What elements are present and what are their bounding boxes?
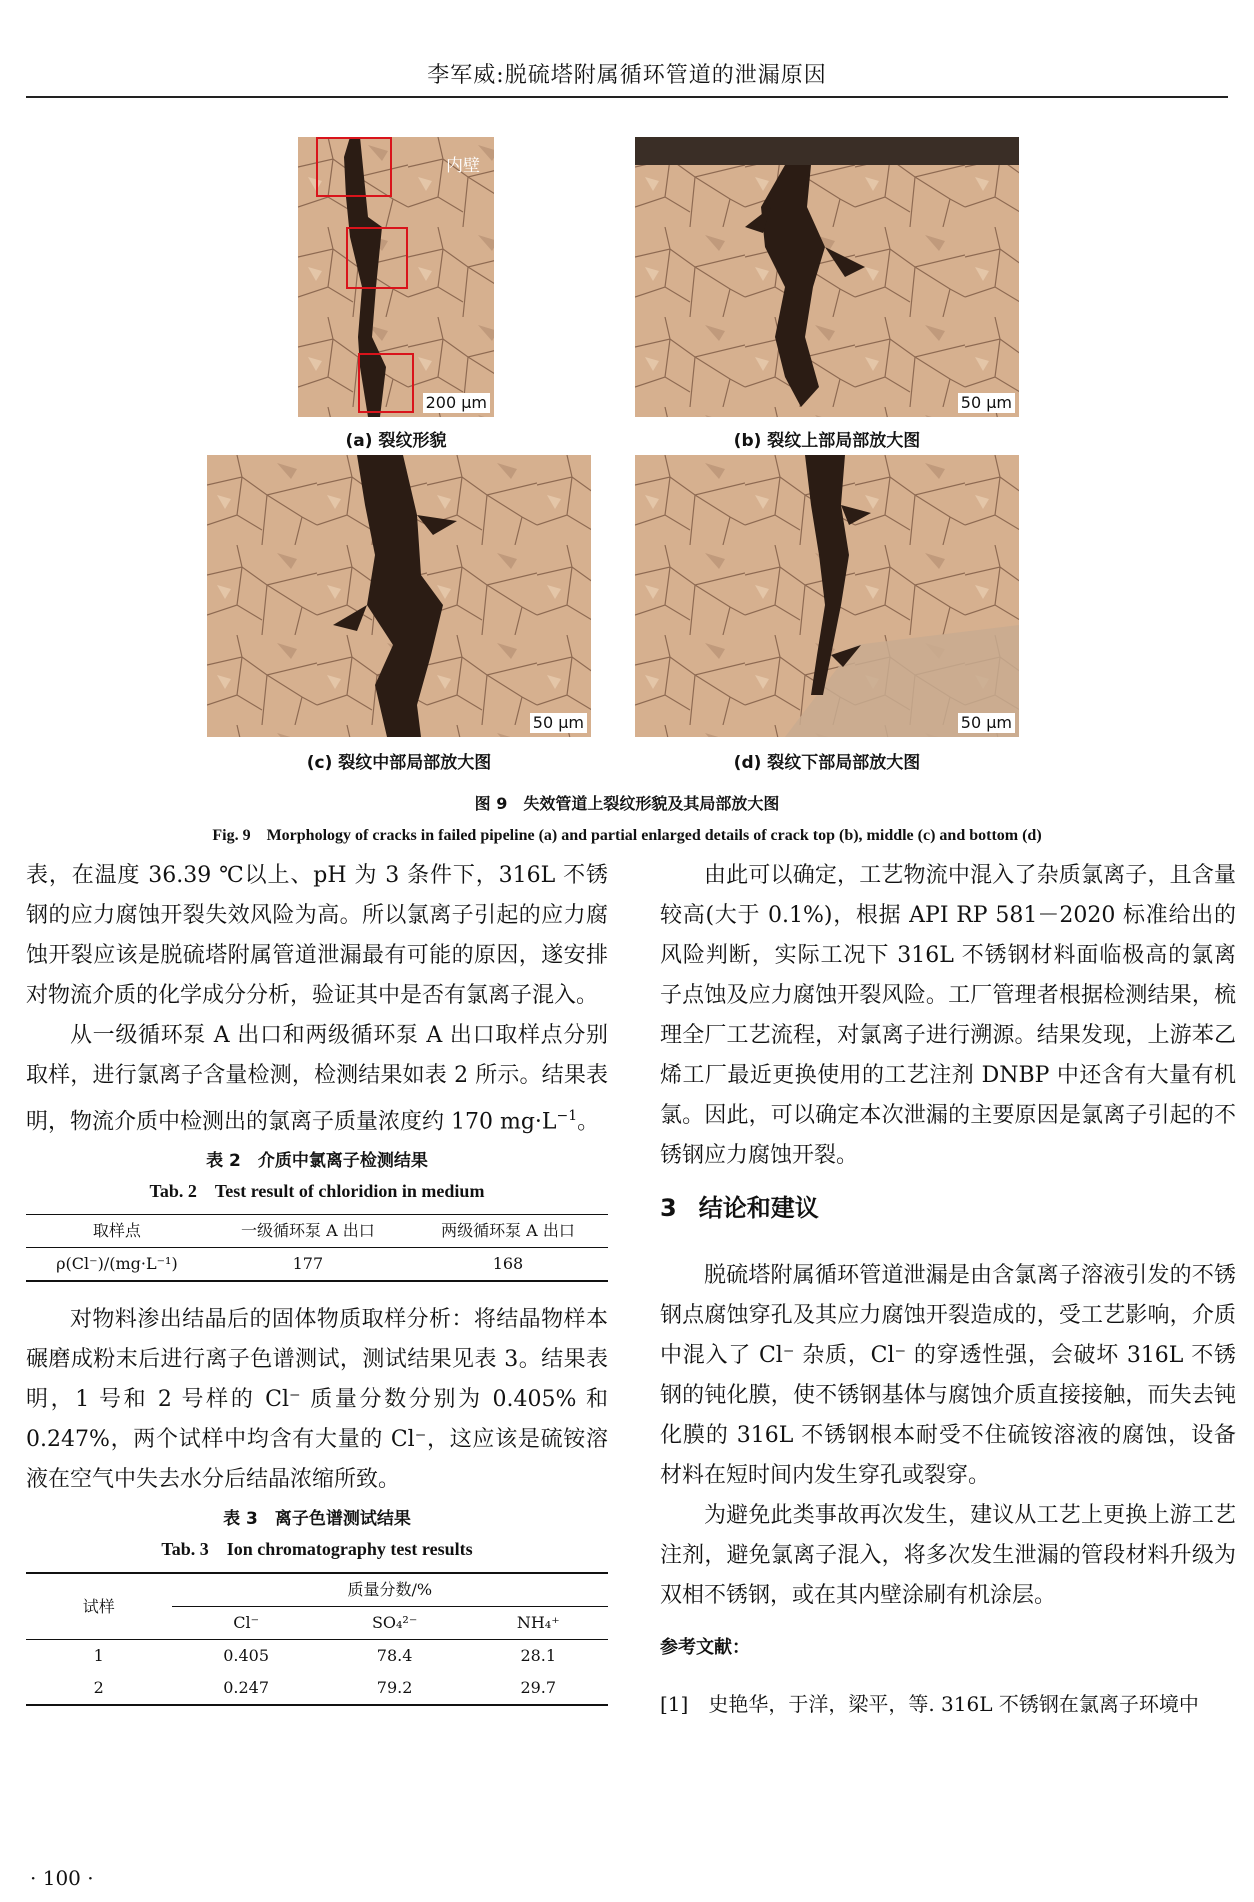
table-row <box>26 1248 608 1282</box>
zoom-box-bottom <box>358 353 414 413</box>
section-title: 结论和建议 <box>698 1194 819 1222</box>
subcaption-a: (a) 裂纹形貌 <box>345 431 447 451</box>
section-heading <box>660 1188 1236 1228</box>
table3 <box>26 1572 608 1706</box>
table2-value-1: 168 <box>492 1254 524 1274</box>
left-column <box>26 856 608 1706</box>
table3-cell: 2 <box>93 1678 104 1698</box>
micrograph-d <box>635 455 1019 737</box>
subcaption-d: (d) 裂纹下部局部放大图 <box>733 753 921 773</box>
micrograph-c <box>207 455 591 737</box>
table-row <box>26 1640 608 1673</box>
figure-caption-en: Fig. 9 Morphology of cracks in failed pipeline (a) and partial enlarged details of crack top (b), middle (c) and bottom (d) <box>212 827 1042 844</box>
table2-header-0: 取样点 <box>92 1221 141 1241</box>
scale-bar-d: 50 μm <box>958 713 1015 733</box>
section-number: 3 <box>660 1194 677 1222</box>
table2-header-1: 一级循环泵 A 出口 <box>241 1221 375 1241</box>
table3-subheader-cl: Cl⁻ <box>233 1613 260 1633</box>
reference-item: [1] 史艳华，于洋，梁平，等. 316L 不锈钢在氯离子环境中 <box>660 1692 1199 1716</box>
table3-subheader-nh4: NH₄⁺ <box>516 1613 560 1633</box>
table2 <box>26 1214 608 1282</box>
right-paragraph-2: 脱硫塔附属循环管道泄漏是由含氯离子溶液引发的不锈钢点腐蚀穿孔及其应力腐蚀开裂造成的，受工艺影响，介质中混入了 Cl⁻ 杂质，Cl⁻ 的穿透性强，会破坏 316L 不锈钢的钝化膜，使不锈钢基体与腐蚀介质直接接触，而失去钝化膜的 316L 不锈钢根本耐受不住硫铵溶液的腐蚀，设备材料在短时间内发生穿孔或裂穿。 <box>660 1263 1236 1488</box>
table3-group-header: 质量分数/% <box>172 1573 609 1607</box>
table3-cell: 0.405 <box>223 1646 270 1666</box>
header-rule <box>26 96 1228 98</box>
running-header: 李军威:脱硫塔附属循环管道的泄漏原因 <box>427 63 827 88</box>
table3-cell: 79.2 <box>376 1678 413 1698</box>
table3-cell: 78.4 <box>376 1646 413 1666</box>
micrograph-a <box>298 137 494 417</box>
table3-caption-cn: 表 3 离子色谱测试结果 <box>223 1509 411 1530</box>
scale-bar-a: 200 μm <box>423 393 490 413</box>
right-paragraph-3: 为避免此类事故再次发生，建议从工艺上更换上游工艺注剂，避免氯离子混入，将多次发生泄漏的管段材料升级为双相不锈钢，或在其内壁涂刷有机涂层。 <box>660 1503 1236 1608</box>
scale-bar-c: 50 μm <box>530 713 587 733</box>
table2-caption-en: Tab. 2 Test result of chloridion in medium <box>149 1181 485 1202</box>
table2-caption-cn: 表 2 介质中氯离子检测结果 <box>206 1151 428 1172</box>
references-heading: 参考文献： <box>660 1637 750 1658</box>
inner-wall-label: 内壁 <box>446 156 480 176</box>
left-paragraph-2: 从一级循环泵 A 出口和两级循环泵 A 出口取样点分别取样，进行氯离子含量检测，检测结果如表 2 所示。结果表明，物流介质中检测出的氯离子质量浓度约 170 $mg\cdot L^{-1}$。 <box>26 1023 608 1135</box>
table-row <box>26 1672 608 1705</box>
table3-cell: 28.1 <box>520 1646 557 1666</box>
right-column <box>660 856 1236 1724</box>
page-number: · 100 · <box>30 1866 94 1890</box>
zoom-box-middle <box>346 227 408 289</box>
table3-cell: 1 <box>93 1646 104 1666</box>
table3-subheader-so4: SO₄²⁻ <box>371 1613 418 1633</box>
right-paragraph-1: 由此可以确定，工艺物流中混入了杂质氯离子，且含量较高(大于 0.1%)，根据 API RP 581－2020 标准给出的风险判断，实际工况下 316L 不锈钢材料面临极高的氯离子点蚀及应力腐蚀开裂风险。工厂管理者根据检测结果，梳理全厂工艺流程，对氯离子进行溯源。结果发现，上游苯乙烯工厂最近更换使用的工艺注剂 DNBP 中还含有大量有机氯。因此，可以确定本次泄漏的主要原因是氯离子引起的不锈钢应力腐蚀开裂。 <box>660 863 1236 1168</box>
zoom-box-top <box>316 137 392 197</box>
table2-row-label: ρ(Cl⁻)/(mg·L⁻¹) <box>56 1254 178 1274</box>
table2-value-0: 177 <box>292 1254 324 1274</box>
scale-bar-b: 50 μm <box>958 393 1015 413</box>
left-paragraph-1: 表，在温度 36.39 ℃以上、pH 为 3 条件下，316L 不锈钢的应力腐蚀开裂失效风险为高。所以氯离子引起的应力腐蚀开裂应该是脱硫塔附属管道泄漏最有可能的原因，遂安排对物流介质的化学成分分析，验证其中是否有氯离子混入。 <box>26 863 608 1008</box>
table3-cell: 29.7 <box>520 1678 557 1698</box>
figure-caption-cn: 图 9 失效管道上裂纹形貌及其局部放大图 <box>474 794 780 813</box>
table3-caption-en: Tab. 3 Ion chromatography test results <box>161 1539 473 1560</box>
table3-cell: 0.247 <box>223 1678 270 1698</box>
table3-sample-header: 试样 <box>82 1596 115 1616</box>
subcaption-b: (b) 裂纹上部局部放大图 <box>733 431 921 451</box>
micrograph-b <box>635 137 1019 417</box>
subcaption-c: (c) 裂纹中部局部放大图 <box>306 753 492 773</box>
table2-header-2: 两级循环泵 A 出口 <box>441 1221 575 1241</box>
left-paragraph-3: 对物料渗出结晶后的固体物质取样分析：将结晶物样本碾磨成粉末后进行离子色谱测试，测试结果见表 3。结果表明，1 号和 2 号样的 Cl⁻ 质量分数分别为 0.405% 和 0.247%，两个试样中均含有大量的 Cl⁻，这应该是硫铵溶液在空气中失去水分后结晶浓缩所致。 <box>26 1307 608 1493</box>
